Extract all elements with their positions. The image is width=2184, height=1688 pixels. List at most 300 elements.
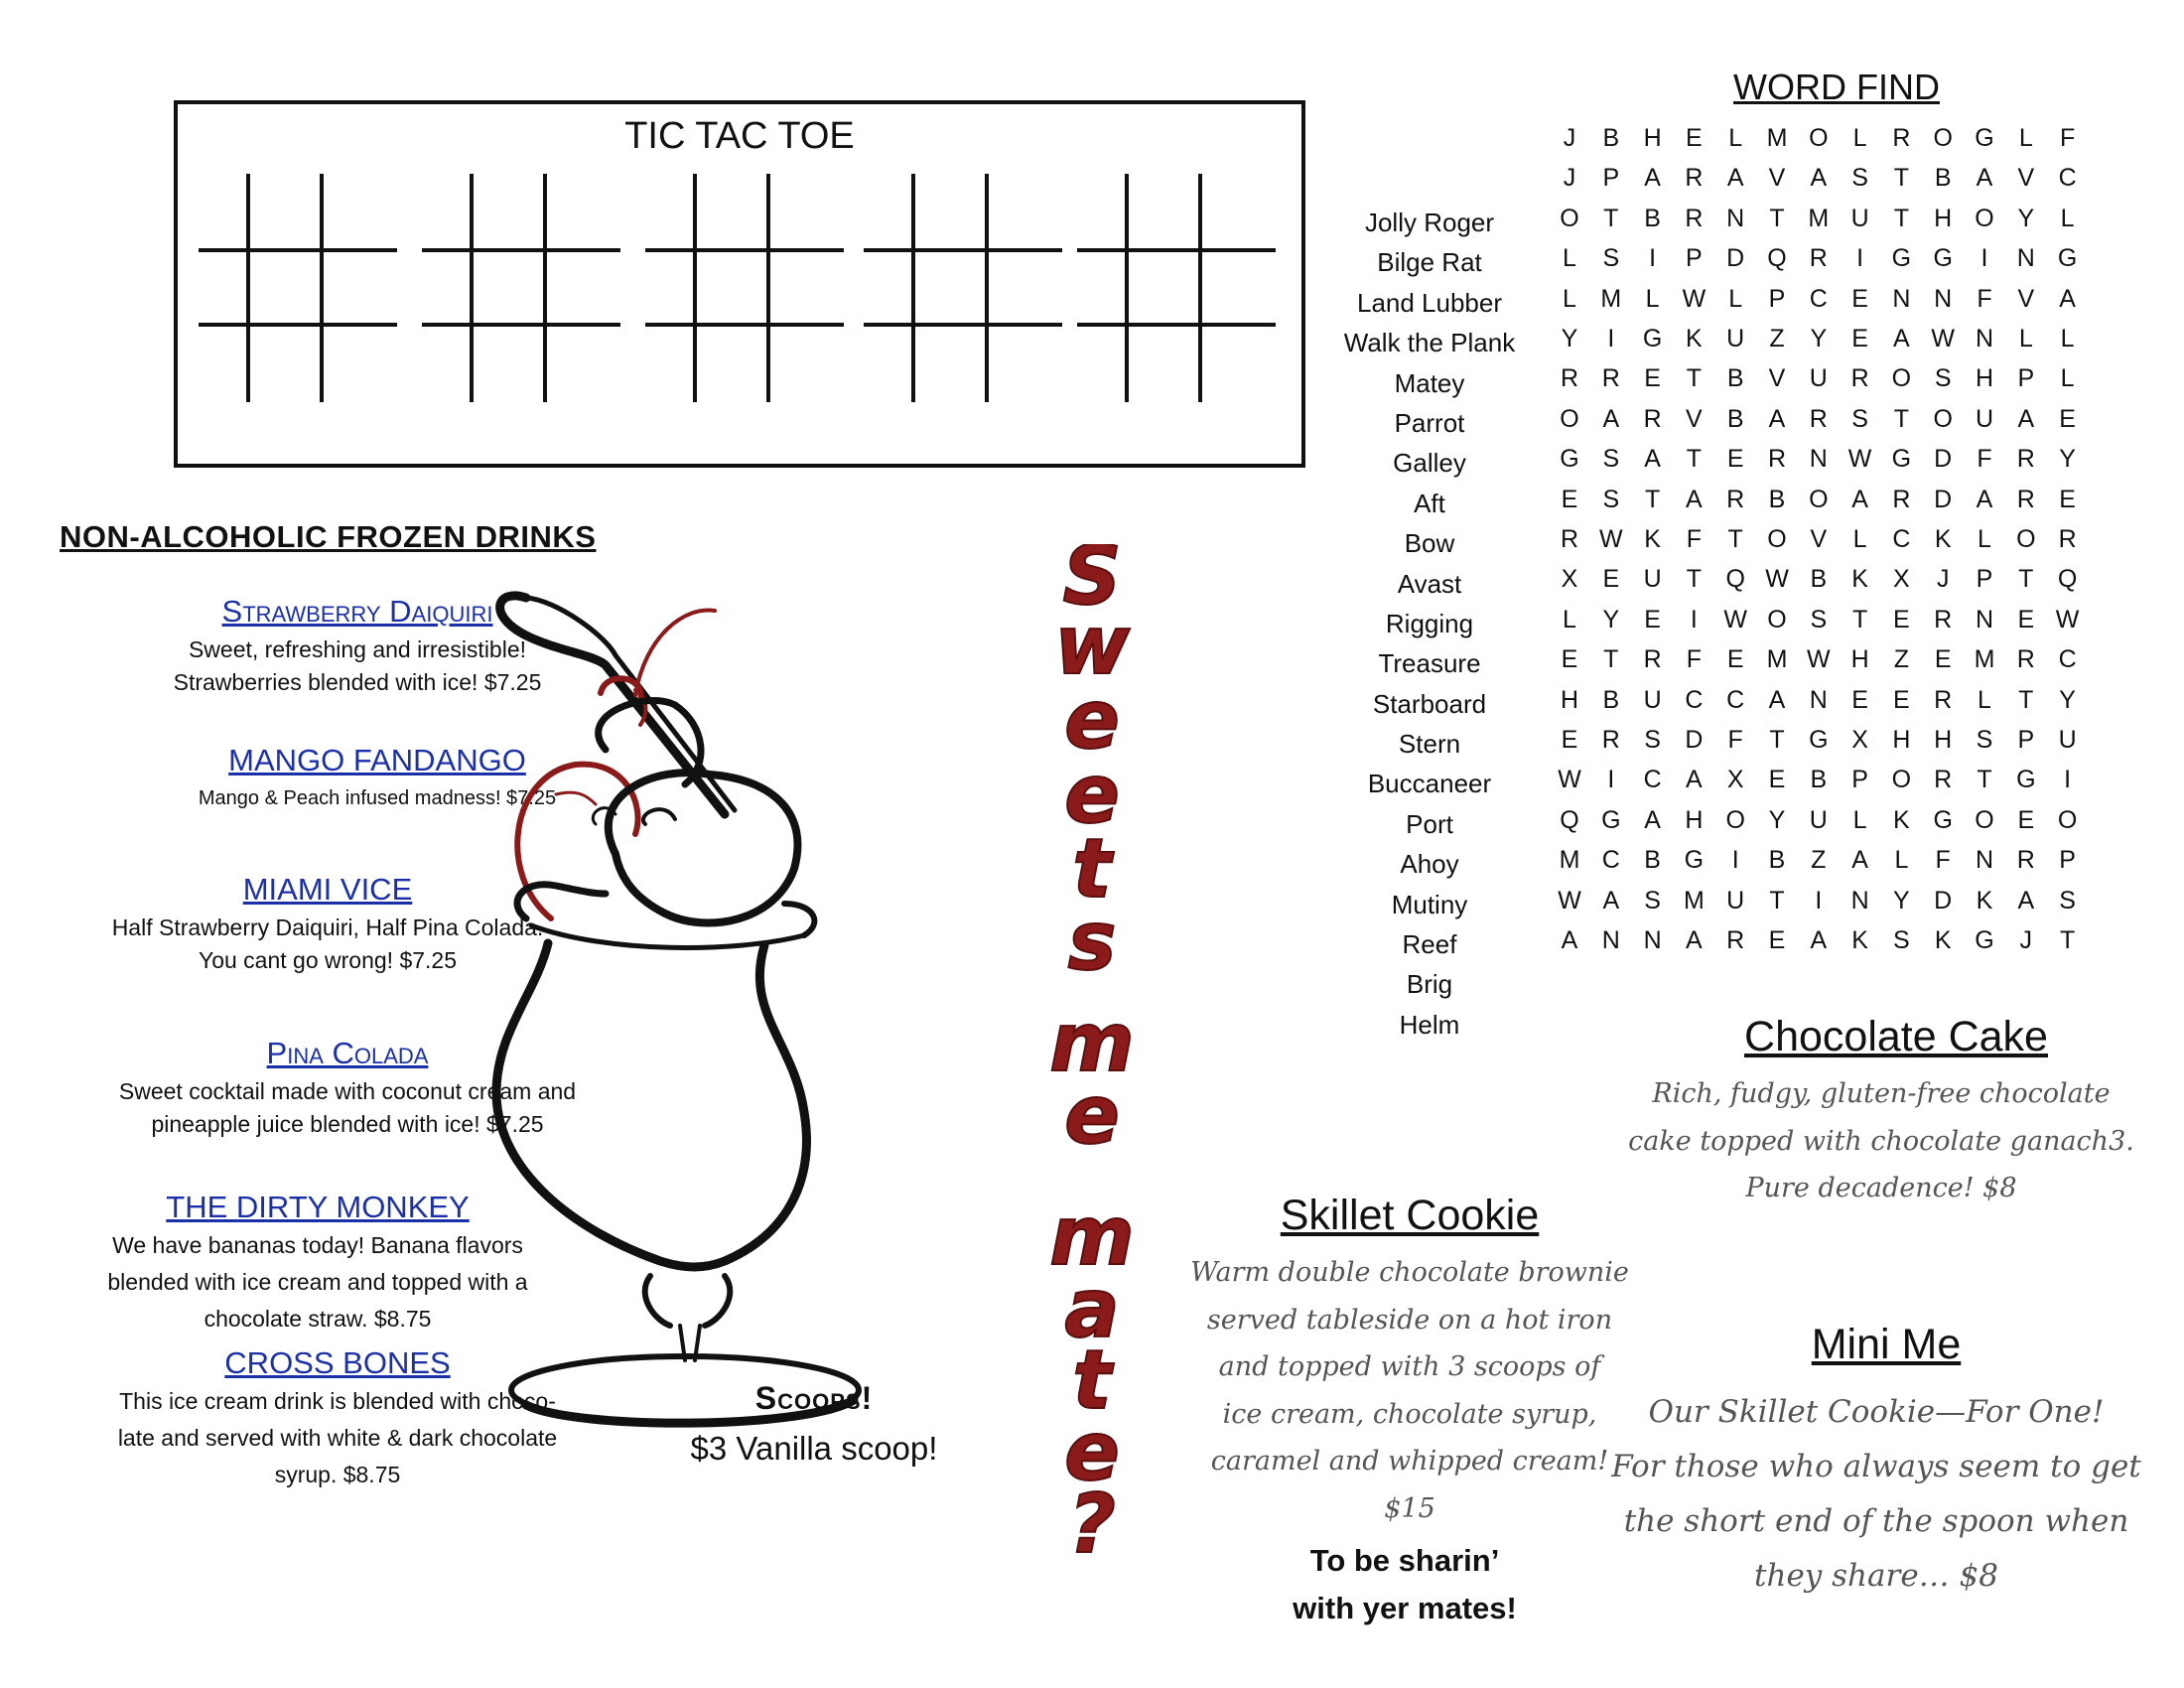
word-find-letter[interactable]: T bbox=[1644, 485, 1661, 513]
word-find-letter[interactable]: Q bbox=[1767, 244, 1787, 273]
drink-name[interactable]: MIAMI VICE bbox=[242, 872, 413, 907]
word-find-letter[interactable]: L bbox=[1563, 244, 1576, 273]
word-find-letter[interactable]: A bbox=[1810, 926, 1828, 954]
word-find-letter[interactable]: M bbox=[1808, 204, 1830, 232]
word-find-letter[interactable]: S bbox=[1851, 404, 1868, 433]
word-find-letter[interactable]: F bbox=[1727, 726, 1743, 754]
word-find-letter[interactable]: X bbox=[1851, 726, 1868, 754]
word-find-letter[interactable]: C bbox=[1726, 685, 1745, 714]
word-find-letter[interactable]: W bbox=[1558, 886, 1581, 914]
word-find-letter[interactable]: C bbox=[2058, 645, 2077, 674]
word-find-letter[interactable]: O bbox=[1975, 204, 1994, 232]
word-find-letter[interactable]: D bbox=[1934, 445, 1953, 474]
word-find-letter[interactable]: J bbox=[2019, 926, 2033, 954]
word-find-letter[interactable]: E bbox=[1934, 645, 1952, 674]
drink-name[interactable]: Strawberry Daiquiri bbox=[221, 594, 493, 629]
share-line: To be sharin’ bbox=[1309, 1543, 1500, 1578]
word-find-letter[interactable]: K bbox=[1976, 886, 1993, 914]
word-find-letter[interactable]: E bbox=[1768, 766, 1786, 794]
word-find-letter[interactable]: E bbox=[1644, 364, 1661, 393]
word-find-letter[interactable]: L bbox=[2018, 124, 2033, 152]
word-find-letter[interactable]: U bbox=[1726, 325, 1745, 352]
word-find-letter[interactable]: K bbox=[1934, 525, 1952, 553]
word-find-letter[interactable]: L bbox=[1852, 124, 1867, 152]
word-find-letter[interactable]: J bbox=[1563, 164, 1576, 193]
word-find-letter[interactable]: V bbox=[2017, 164, 2035, 193]
word-find-letter[interactable]: A bbox=[1726, 164, 1744, 193]
word-find-letter[interactable]: O bbox=[1975, 805, 1994, 834]
word-find-letter[interactable]: G bbox=[1933, 244, 1953, 273]
word-find-letter[interactable]: T bbox=[1686, 565, 1703, 594]
word-find-letter[interactable]: B bbox=[1726, 404, 1744, 433]
word-find-letter[interactable]: N bbox=[1975, 846, 1994, 875]
tic-tac-toe-grid[interactable] bbox=[422, 174, 620, 402]
word-find-letter[interactable]: O bbox=[1560, 404, 1579, 433]
word-find-letter[interactable]: E bbox=[1686, 124, 1703, 152]
word-find-letter[interactable]: R bbox=[2016, 846, 2035, 875]
word-find-letter[interactable]: Q bbox=[1560, 805, 1579, 834]
word-find-letter[interactable]: R bbox=[1560, 525, 1579, 553]
word-find-letter[interactable]: H bbox=[1560, 685, 1579, 714]
word-find-letter[interactable]: E bbox=[1726, 445, 1744, 474]
word-find-letter[interactable]: N bbox=[1809, 685, 1828, 714]
drink-name[interactable]: MANGO FANDANGO bbox=[228, 743, 526, 777]
word-find-letter[interactable]: L bbox=[1645, 284, 1660, 313]
drink-desc: syrup. $8.75 bbox=[274, 1462, 401, 1487]
word-find-letter[interactable]: A bbox=[1686, 926, 1703, 954]
word-find-letter[interactable]: T bbox=[1603, 645, 1619, 674]
word-find-letter[interactable]: R bbox=[1685, 164, 1704, 193]
word-find-letter[interactable]: Z bbox=[1811, 846, 1827, 875]
word-find-letter[interactable]: G bbox=[2057, 244, 2078, 273]
word-find-letter[interactable]: G bbox=[1809, 726, 1829, 754]
tic-tac-toe-grid[interactable] bbox=[645, 174, 844, 402]
word-find-letter[interactable]: K bbox=[1644, 525, 1661, 553]
word-find-letter[interactable]: O bbox=[1891, 766, 1912, 794]
word-find-letter[interactable]: P bbox=[1768, 284, 1786, 313]
word-find-letter[interactable]: K bbox=[1934, 926, 1952, 954]
word-find-letter[interactable]: E bbox=[1851, 685, 1868, 714]
word-find-letter[interactable]: N bbox=[1726, 204, 1745, 232]
word-find-letter[interactable]: D bbox=[1934, 485, 1953, 513]
word-find-letter[interactable]: C bbox=[1809, 284, 1828, 313]
word-find-letter[interactable]: P bbox=[1976, 565, 1993, 594]
word-find-letter[interactable]: Y bbox=[2059, 685, 2076, 714]
word-find-letter[interactable]: E bbox=[1561, 485, 1578, 513]
word-find-letter[interactable]: M bbox=[1766, 124, 1788, 152]
word-find-letter[interactable]: N bbox=[1975, 605, 1994, 633]
word-find-letter[interactable]: L bbox=[1978, 685, 1991, 714]
word-find-letter[interactable]: Q bbox=[1725, 565, 1745, 594]
dessert-line: served tableside on a hot iron bbox=[1206, 1304, 1613, 1336]
word-find-letter[interactable]: H bbox=[1892, 726, 1911, 754]
word-find-letter[interactable]: E bbox=[1768, 926, 1786, 954]
word-find-letter[interactable]: G bbox=[1642, 325, 1663, 352]
dessert-line: For those who always seem to get bbox=[1611, 1449, 2141, 1484]
mini-me-title: Mini Me bbox=[1811, 1321, 1962, 1368]
word-find-letter[interactable]: L bbox=[1894, 846, 1909, 875]
word-find-letter[interactable]: F bbox=[1977, 445, 1992, 474]
word-find-letter[interactable]: R bbox=[1643, 645, 1662, 674]
word-find-letter[interactable]: K bbox=[1686, 325, 1703, 352]
word-find-letter[interactable]: A bbox=[1602, 886, 1620, 914]
word-find-letter[interactable]: A bbox=[1561, 926, 1578, 954]
word-find-letter[interactable]: I bbox=[1731, 846, 1739, 875]
word-find-letter[interactable]: C bbox=[1643, 766, 1662, 794]
tic-tac-toe-grid[interactable] bbox=[1077, 174, 1276, 402]
word-find-letter[interactable]: R bbox=[1892, 485, 1911, 513]
word-find-word: Ahoy bbox=[1400, 849, 1459, 880]
word-find-letter[interactable]: W bbox=[1682, 284, 1706, 313]
word-find-letter[interactable]: A bbox=[1644, 164, 1661, 193]
word-find-letter[interactable]: E bbox=[1561, 645, 1578, 674]
word-find-letter[interactable]: Y bbox=[1893, 886, 1910, 914]
word-find-letter[interactable]: G bbox=[1975, 124, 1994, 152]
tic-tac-toe-grid[interactable] bbox=[199, 174, 397, 402]
word-find-letter[interactable]: N bbox=[1934, 284, 1953, 313]
word-find-letter[interactable]: A bbox=[1644, 805, 1661, 834]
word-find-letter[interactable]: A bbox=[1644, 445, 1661, 474]
word-find-letter[interactable]: S bbox=[1934, 364, 1952, 393]
word-find-letter[interactable]: L bbox=[1728, 284, 1743, 313]
word-find-letter[interactable]: E bbox=[2059, 404, 2076, 433]
word-find-letter[interactable]: Y bbox=[2017, 204, 2035, 232]
word-find-letter[interactable]: S bbox=[1893, 926, 1910, 954]
word-find-letter[interactable]: R bbox=[1560, 364, 1579, 393]
word-find-letter[interactable]: M bbox=[1600, 284, 1622, 313]
word-find-letter[interactable]: S bbox=[1602, 244, 1620, 273]
word-find-letter[interactable]: M bbox=[1683, 886, 1705, 914]
word-find-letter[interactable]: B bbox=[1810, 565, 1828, 594]
word-find-letter[interactable]: B bbox=[1726, 364, 1744, 393]
word-find-letter[interactable]: O bbox=[1767, 525, 1787, 553]
word-find-letter[interactable]: R bbox=[1767, 445, 1787, 474]
word-find-letter[interactable]: B bbox=[1644, 846, 1661, 875]
word-find-letter[interactable]: T bbox=[2059, 926, 2076, 954]
word-find-letter[interactable]: R bbox=[2016, 445, 2035, 474]
word-find-letter[interactable]: X bbox=[1561, 565, 1578, 594]
word-find-letter[interactable]: L bbox=[1563, 605, 1576, 633]
word-find-letter[interactable]: E bbox=[1644, 605, 1661, 633]
word-find-letter[interactable]: W bbox=[1723, 605, 1747, 633]
word-find-letter[interactable]: H bbox=[1934, 204, 1953, 232]
word-find-letter[interactable]: S bbox=[1644, 726, 1661, 754]
word-find-letter[interactable]: Y bbox=[2059, 445, 2076, 474]
word-find-letter[interactable]: N bbox=[1892, 284, 1911, 313]
word-find-letter[interactable]: U bbox=[1726, 886, 1745, 914]
word-find-letter[interactable]: A bbox=[1768, 404, 1786, 433]
word-find-letter[interactable]: Y bbox=[1561, 325, 1578, 352]
word-find-letter[interactable]: N bbox=[2016, 244, 2035, 273]
word-find-letter[interactable]: B bbox=[1768, 485, 1786, 513]
dessert-line: Rich, fudgy, gluten-free chocolate bbox=[1652, 1078, 2111, 1109]
word-find-letter[interactable]: G bbox=[1601, 805, 1621, 834]
word-find-letter[interactable]: F bbox=[1686, 645, 1703, 674]
word-find-letter[interactable]: I bbox=[1649, 244, 1657, 273]
word-find-letter[interactable]: O bbox=[2016, 525, 2036, 553]
word-find-letter[interactable]: R bbox=[1809, 404, 1828, 433]
word-find-letter[interactable]: H bbox=[1934, 726, 1953, 754]
word-find-letter[interactable]: W bbox=[1847, 445, 1872, 474]
word-find-letter[interactable]: O bbox=[1933, 124, 1953, 152]
word-find-letter[interactable]: G bbox=[1684, 846, 1705, 875]
word-find-letter[interactable]: B bbox=[1644, 204, 1661, 232]
word-find-letter[interactable]: Y bbox=[1768, 805, 1786, 834]
word-find-letter[interactable]: I bbox=[1607, 325, 1615, 352]
word-find-letter[interactable]: G bbox=[1891, 244, 1912, 273]
word-find-letter[interactable]: P bbox=[2017, 726, 2035, 754]
word-find-letter[interactable]: N bbox=[1809, 445, 1828, 474]
word-find-letter[interactable]: M bbox=[1559, 846, 1580, 875]
word-find-letter[interactable]: X bbox=[1726, 766, 1744, 794]
word-find-letter[interactable]: N bbox=[1850, 886, 1869, 914]
word-find-letter[interactable]: A bbox=[2059, 284, 2076, 313]
word-find-letter[interactable]: C bbox=[1601, 846, 1620, 875]
word-find-letter[interactable]: F bbox=[2059, 124, 2076, 152]
word-find-letter[interactable]: R bbox=[1850, 364, 1869, 393]
word-find-letter[interactable]: K bbox=[1851, 565, 1868, 594]
word-find-letter[interactable]: H bbox=[1850, 645, 1869, 674]
word-find-letter[interactable]: I bbox=[1607, 766, 1615, 794]
word-find-letter[interactable]: B bbox=[1602, 685, 1620, 714]
word-find-letter[interactable]: O bbox=[1891, 364, 1912, 393]
word-find-letter[interactable]: E bbox=[1851, 325, 1868, 352]
word-find-letter[interactable]: U bbox=[1643, 685, 1662, 714]
word-find-letter[interactable]: S bbox=[1810, 605, 1828, 633]
word-find-letter[interactable]: M bbox=[1766, 645, 1788, 674]
word-find-letter[interactable]: N bbox=[1643, 926, 1662, 954]
word-find-letter[interactable]: S bbox=[1602, 445, 1620, 474]
word-find-letter[interactable]: R bbox=[1726, 926, 1745, 954]
word-find-letter[interactable]: W bbox=[1806, 645, 1831, 674]
word-find-letter[interactable]: H bbox=[1975, 364, 1994, 393]
word-find-letter[interactable]: R bbox=[1601, 364, 1620, 393]
word-find-letter[interactable]: E bbox=[2017, 805, 2035, 834]
word-find-letter[interactable]: E bbox=[1851, 284, 1868, 313]
word-find-letter[interactable]: W bbox=[1558, 766, 1581, 794]
word-find-letter[interactable]: V bbox=[1768, 164, 1786, 193]
word-find-letter[interactable]: P bbox=[2017, 364, 2035, 393]
word-find-letter[interactable]: U bbox=[1975, 404, 1994, 433]
tic-tac-toe-grid[interactable] bbox=[864, 174, 1062, 402]
word-find-letter[interactable]: I bbox=[1980, 244, 1988, 273]
word-find-letter[interactable]: T bbox=[1603, 204, 1619, 232]
word-find-letter[interactable]: B bbox=[1810, 766, 1828, 794]
word-find-letter[interactable]: I bbox=[2064, 766, 2072, 794]
word-find-letter[interactable]: H bbox=[1643, 124, 1662, 152]
word-find-letter[interactable]: U bbox=[1809, 805, 1828, 834]
chocolate-cake-description bbox=[1628, 1070, 2134, 1212]
word-find-letter[interactable]: U bbox=[1643, 565, 1662, 594]
word-find-letter[interactable]: F bbox=[1935, 846, 1951, 875]
word-find-letter[interactable]: I bbox=[1856, 244, 1864, 273]
word-find-word: Stern bbox=[1398, 729, 1461, 760]
word-find-letter[interactable]: G bbox=[1891, 445, 1912, 474]
word-find-letter[interactable]: S bbox=[1976, 726, 1993, 754]
word-find-letter[interactable]: A bbox=[1851, 846, 1868, 875]
drink-desc: Mango & Peach infused madness! $7.25 bbox=[198, 787, 557, 809]
word-find-letter[interactable]: M bbox=[1974, 645, 1995, 674]
word-find-letter[interactable]: V bbox=[1810, 525, 1828, 553]
word-find-letter[interactable]: E bbox=[2017, 605, 2035, 633]
word-find-letter[interactable]: P bbox=[1851, 766, 1868, 794]
word-find-letter[interactable]: T bbox=[2018, 565, 2034, 594]
word-find-letter[interactable]: N bbox=[1601, 926, 1620, 954]
word-find-letter[interactable]: T bbox=[1769, 886, 1785, 914]
word-find-letter[interactable]: J bbox=[1563, 124, 1576, 152]
word-find-letter[interactable]: L bbox=[2018, 325, 2033, 352]
word-find-letter[interactable]: U bbox=[2058, 726, 2077, 754]
word-find-letter[interactable]: B bbox=[1934, 164, 1952, 193]
word-find-letter[interactable]: O bbox=[1933, 404, 1953, 433]
grid-line bbox=[911, 174, 915, 402]
word-find-letter[interactable]: E bbox=[1726, 645, 1744, 674]
word-find-letter[interactable]: T bbox=[1893, 164, 1910, 193]
word-find-letter[interactable]: A bbox=[1976, 485, 1993, 513]
word-find-letter[interactable]: B bbox=[1602, 124, 1620, 152]
word-find-letter[interactable]: T bbox=[1686, 364, 1703, 393]
word-find-letter[interactable]: Z bbox=[1769, 325, 1785, 352]
drink-name[interactable]: THE DIRTY MONKEY bbox=[166, 1190, 470, 1224]
word-find-letter[interactable]: G bbox=[2016, 766, 2036, 794]
word-find-letter[interactable]: R bbox=[2016, 485, 2035, 513]
word-find-letter[interactable]: A bbox=[1893, 325, 1910, 352]
word-find-letter[interactable]: W bbox=[1765, 565, 1789, 594]
word-find-letter[interactable]: E bbox=[1561, 726, 1578, 754]
word-find-letter[interactable]: D bbox=[1685, 726, 1704, 754]
word-find-letter[interactable]: L bbox=[1728, 124, 1743, 152]
word-find-letter[interactable]: S bbox=[1644, 886, 1661, 914]
word-find-letter[interactable]: E bbox=[2059, 485, 2076, 513]
word-find-letter[interactable]: F bbox=[1686, 525, 1703, 553]
word-find-letter[interactable]: O bbox=[2057, 805, 2078, 834]
drink-name[interactable]: Pina Colada bbox=[266, 1036, 429, 1070]
word-find-letter[interactable]: P bbox=[2059, 846, 2076, 875]
word-find-letter[interactable]: L bbox=[1852, 805, 1867, 834]
word-find-letter[interactable]: Y bbox=[1810, 325, 1828, 352]
word-find-letter[interactable]: L bbox=[1978, 525, 1991, 553]
word-find-letter[interactable]: O bbox=[1560, 204, 1579, 232]
vertical-letter: m bbox=[1049, 1190, 1135, 1284]
word-find-letter[interactable]: O bbox=[1809, 124, 1829, 152]
word-find-letter[interactable]: D bbox=[1726, 244, 1745, 273]
vertical-letter: m bbox=[1049, 996, 1135, 1090]
word-find-letter[interactable]: T bbox=[1893, 204, 1910, 232]
word-find-letter[interactable]: L bbox=[1852, 525, 1867, 553]
word-find-letter[interactable]: B bbox=[1768, 846, 1786, 875]
word-find-letter[interactable]: K bbox=[1851, 926, 1868, 954]
word-find-letter[interactable]: N bbox=[1975, 325, 1994, 352]
word-find-letter[interactable]: O bbox=[1767, 605, 1787, 633]
word-find-letter[interactable]: V bbox=[2017, 284, 2035, 313]
word-find-letter[interactable]: E bbox=[1893, 685, 1910, 714]
word-find-letter[interactable]: A bbox=[1602, 404, 1620, 433]
word-find-letter[interactable]: D bbox=[1934, 886, 1953, 914]
word-find-letter[interactable]: A bbox=[1810, 164, 1828, 193]
word-find-letter[interactable]: S bbox=[1851, 164, 1868, 193]
word-find-letter[interactable]: T bbox=[1727, 525, 1743, 553]
word-find-letter[interactable]: R bbox=[1934, 685, 1953, 714]
word-find-letter[interactable]: T bbox=[1686, 445, 1703, 474]
word-find-letter[interactable]: W bbox=[1598, 525, 1623, 553]
word-find-letter[interactable]: R bbox=[1809, 244, 1828, 273]
word-find-letter[interactable]: A bbox=[2017, 886, 2035, 914]
word-find-letter[interactable]: T bbox=[1851, 605, 1868, 633]
word-find-letter[interactable]: K bbox=[1893, 805, 1910, 834]
word-find-letter[interactable]: A bbox=[1686, 766, 1703, 794]
word-find-letter[interactable]: R bbox=[1643, 404, 1662, 433]
word-find-letter[interactable]: T bbox=[2018, 685, 2034, 714]
word-find-letter[interactable]: R bbox=[1934, 766, 1953, 794]
word-find-letter[interactable]: R bbox=[1726, 485, 1745, 513]
word-find-letter[interactable]: R bbox=[2016, 645, 2035, 674]
word-find-letter[interactable]: R bbox=[1685, 204, 1704, 232]
word-find-letter[interactable]: U bbox=[1809, 364, 1828, 393]
word-find-letter[interactable]: P bbox=[1602, 164, 1620, 193]
word-find-letter[interactable]: A bbox=[1686, 485, 1703, 513]
word-find-letter[interactable]: Q bbox=[2057, 565, 2078, 594]
word-find-letter[interactable]: C bbox=[2058, 164, 2077, 193]
word-find-letter[interactable]: C bbox=[1685, 685, 1704, 714]
word-find-letter[interactable]: J bbox=[1936, 565, 1950, 594]
word-find-letter[interactable]: H bbox=[1685, 805, 1704, 834]
word-find-letter[interactable]: X bbox=[1893, 565, 1910, 594]
word-find-letter[interactable]: P bbox=[1686, 244, 1703, 273]
word-find-letter[interactable]: A bbox=[1851, 485, 1868, 513]
word-find-letter[interactable]: W bbox=[1931, 325, 1955, 352]
word-find-letter[interactable]: A bbox=[2017, 404, 2035, 433]
drink-name[interactable]: CROSS BONES bbox=[224, 1345, 451, 1380]
word-find-letter[interactable]: G bbox=[1560, 445, 1579, 474]
word-find-letter[interactable]: E bbox=[1602, 565, 1620, 594]
word-find-letter[interactable]: A bbox=[1768, 685, 1786, 714]
dessert-line: the short end of the spoon when bbox=[1623, 1503, 2129, 1539]
word-find-letter[interactable]: R bbox=[1892, 124, 1911, 152]
word-find-letter[interactable]: C bbox=[1892, 525, 1911, 553]
word-find-letter[interactable]: S bbox=[1602, 485, 1620, 513]
word-find-letter[interactable]: R bbox=[1934, 605, 1953, 633]
word-find-letter[interactable]: G bbox=[1933, 805, 1953, 834]
word-find-letter[interactable]: Z bbox=[1893, 645, 1910, 674]
word-find-letter[interactable]: L bbox=[2060, 325, 2075, 352]
vertical-letter: t bbox=[1072, 822, 1112, 916]
word-find-letter[interactable]: O bbox=[1725, 805, 1745, 834]
word-find-letter[interactable]: E bbox=[1893, 605, 1910, 633]
word-find-letter[interactable]: I bbox=[1815, 886, 1823, 914]
word-find-letter[interactable]: U bbox=[1850, 204, 1869, 232]
word-find-letter[interactable]: W bbox=[2055, 605, 2080, 633]
word-find-letter[interactable]: V bbox=[1686, 404, 1703, 433]
word-find-letter[interactable]: F bbox=[1977, 284, 1992, 313]
word-find-letter[interactable]: T bbox=[1769, 204, 1785, 232]
word-find-letter[interactable]: S bbox=[2059, 886, 2076, 914]
word-find-letter[interactable]: V bbox=[1768, 364, 1786, 393]
word-find-letter[interactable]: R bbox=[2058, 525, 2077, 553]
word-find-letter[interactable]: T bbox=[1977, 766, 1992, 794]
word-find-letter[interactable]: T bbox=[1893, 404, 1910, 433]
word-find-letter[interactable]: T bbox=[1769, 726, 1785, 754]
word-find-letter[interactable]: R bbox=[1601, 726, 1620, 754]
word-find-letter[interactable]: G bbox=[1975, 926, 1994, 954]
word-find-letter[interactable]: L bbox=[2060, 364, 2075, 393]
dessert-line: Pure decadence! $8 bbox=[1745, 1173, 2017, 1203]
word-find-letter[interactable]: I bbox=[1690, 605, 1698, 633]
word-find-letter[interactable]: L bbox=[1563, 284, 1576, 313]
word-find-letter[interactable]: L bbox=[2060, 204, 2075, 232]
word-find-letter[interactable]: Y bbox=[1602, 605, 1620, 633]
word-find-letter[interactable]: O bbox=[1809, 485, 1829, 513]
word-find-letter[interactable]: A bbox=[1976, 164, 1993, 193]
